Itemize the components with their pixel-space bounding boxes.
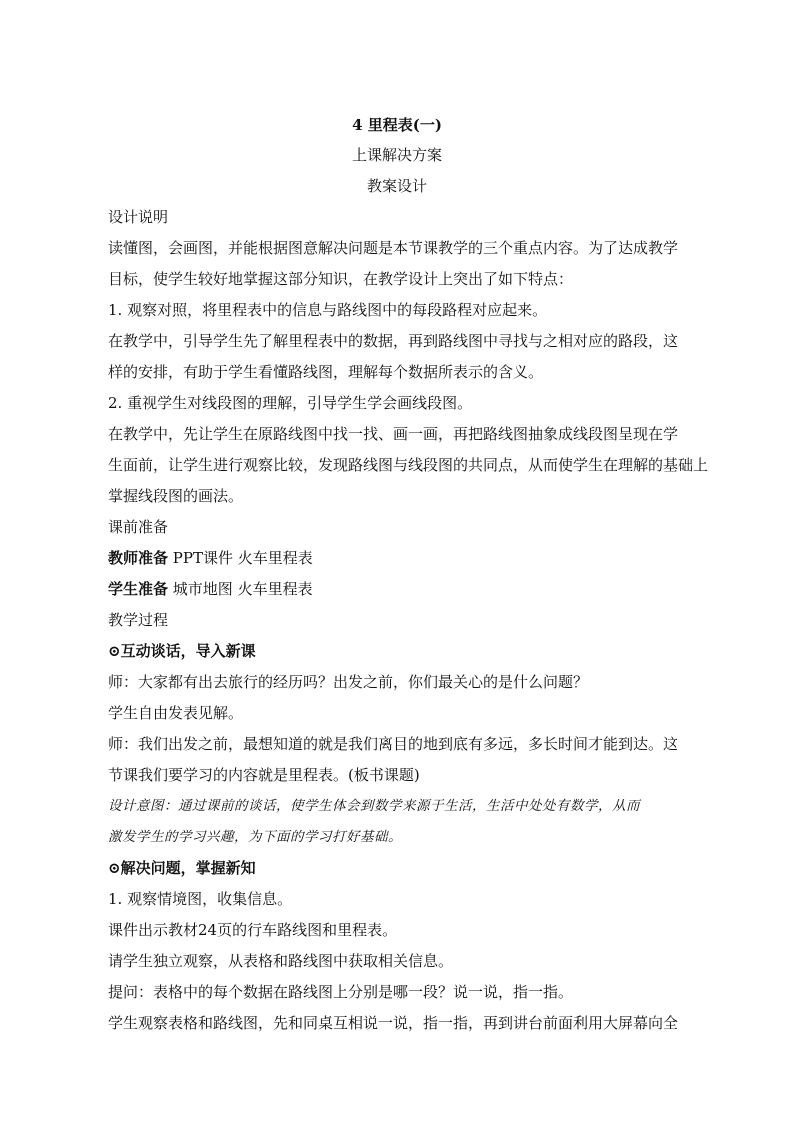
paragraph-line: 目标，使学生较好地掌握这部分知识，在教学设计上突出了如下特点：: [108, 270, 574, 288]
sub-step-1-d: 学生观察表格和路线图，先和同桌互相说一说，指一指，再到讲台前面利用大屏幕向全: [108, 1014, 679, 1032]
paragraph-line: 在教学中，引导学生先了解里程表中的数据，再到路线图中寻找与之相对应的路段，这: [108, 332, 679, 350]
teacher-question-2-line-1: 师：我们出发之前，最想知道的就是我们离目的地到底有多远，多长时间才能到达。这: [108, 735, 679, 753]
point-1: 1. 观察对照，将里程表中的信息与路线图中的每段路程对应起来。: [108, 301, 548, 319]
student-prep-label: 学生准备: [108, 580, 169, 598]
process-heading: 教学过程: [108, 611, 169, 629]
section-title: 教案设计: [366, 177, 427, 195]
teacher-prep: [108, 543, 720, 574]
student-prep-text: 城市地图 火车里程表: [172, 580, 313, 598]
paragraph-line: 生面前，让学生进行观察比较，发现路线图与线段图的共同点，从而使学生在理解的基础上: [108, 456, 709, 474]
student-answer-1: 学生自由发表见解。: [108, 704, 244, 722]
teacher-question-2-line-2: 节课我们要学习的内容就是里程表。(板书课题): [108, 766, 420, 784]
sub-step-1-a: 课件出示教材24页的行车路线图和里程表。: [108, 921, 398, 939]
student-prep: [108, 574, 720, 605]
design-intent-line-1: 设计意图：通过课前的谈话，使学生体会到数学来源于生活，生活中处处有数学，从而: [108, 798, 640, 814]
design-heading: 设计说明: [108, 208, 169, 226]
paragraph-line: 读懂图，会画图，并能根据图意解决问题是本节课教学的三个重点内容。为了达成教学: [108, 239, 679, 257]
teacher-prep-label: 教师准备: [108, 549, 169, 567]
document-subtitle: 上课解决方案: [351, 146, 442, 164]
point-2: 2. 重视学生对线段图的理解，引导学生学会画线段图。: [108, 394, 473, 412]
paragraph-line: 掌握线段图的画法。: [108, 487, 244, 505]
document-title: 4 里程表(一): [352, 116, 442, 134]
prep-heading: 课前准备: [108, 518, 169, 536]
teacher-question-1: 师：大家都有出去旅行的经历吗？出发之前，你们最关心的是什么问题？: [108, 673, 589, 691]
teacher-prep-text: PPT课件 火车里程表: [172, 549, 313, 567]
document-body: [108, 202, 720, 1039]
sub-step-1: 1. 观察情境图，收集信息。: [108, 890, 293, 908]
paragraph-line: 在教学中，先让学生在原路线图中找一找、画一画，再把路线图抽象成线段图呈现在学: [108, 425, 679, 443]
sub-step-1-c: 提问：表格中的每个数据在路线图上分别是哪一段？说一说，指一指。: [108, 983, 574, 1001]
step-2-heading: ⊙解决问题，掌握新知: [108, 859, 256, 877]
design-intent-line-2: 激发学生的学习兴趣，为下面的学习打好基础。: [108, 829, 402, 845]
step-1-heading: ⊙互动谈话，导入新课: [108, 642, 256, 660]
sub-step-1-b: 请学生独立观察，从表格和路线图中获取相关信息。: [108, 952, 454, 970]
paragraph-line: 样的安排，有助于学生看懂路线图，理解每个数据所表示的含义。: [108, 363, 544, 381]
